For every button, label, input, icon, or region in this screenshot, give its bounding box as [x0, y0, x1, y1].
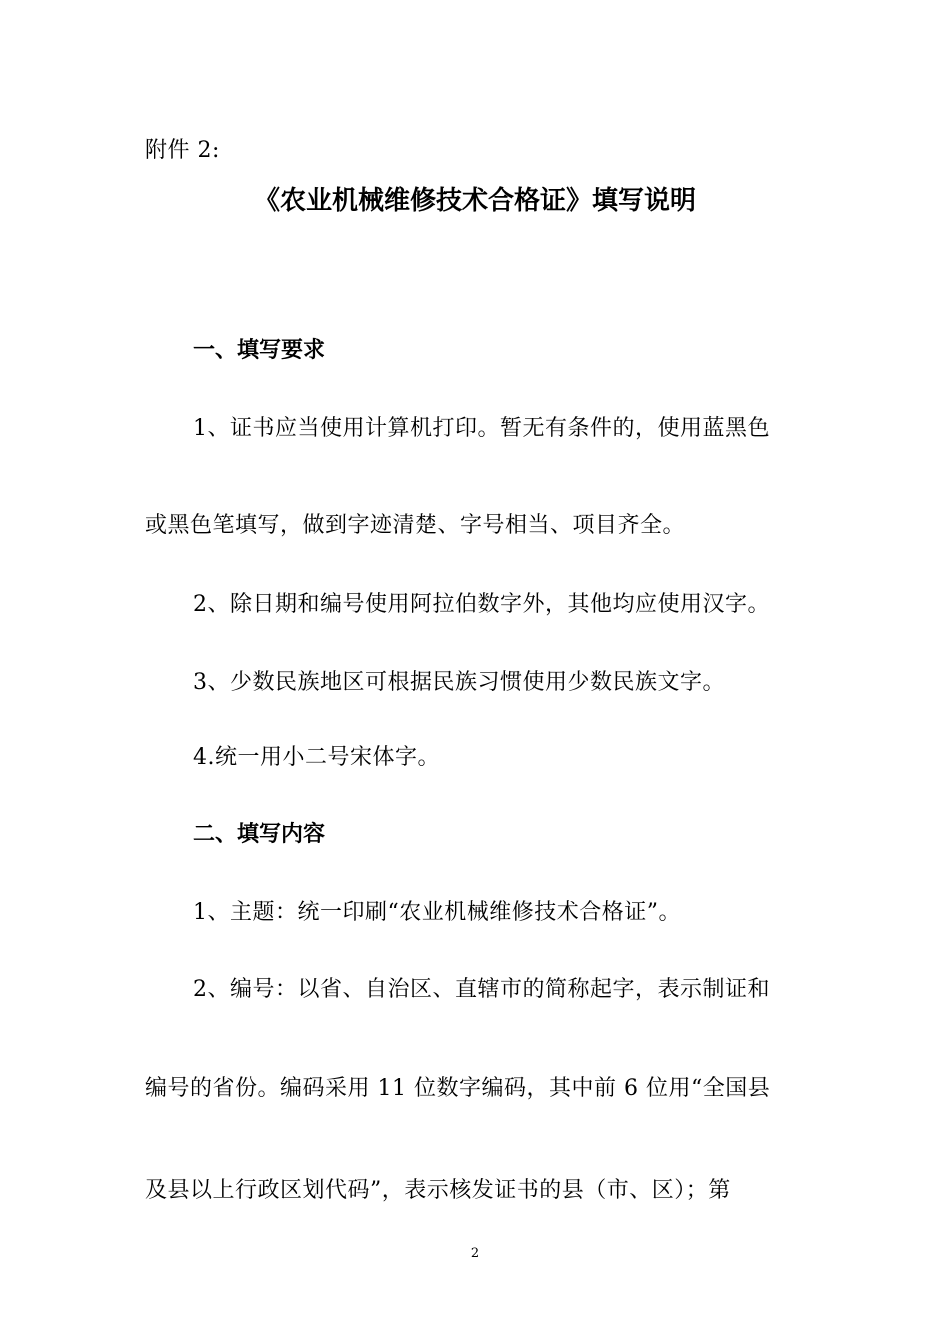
section-1-item-1-line-2: 或黑色笔填写，做到字迹清楚、字号相当、项目齐全。: [145, 513, 686, 538]
section-2-item-2-line-1: 2、编号：以省、自治区、直辖市的简称起字，表示制证和: [193, 977, 770, 1002]
section-1-item-3: 3、少数民族地区可根据民族习惯使用少数民族文字。: [193, 670, 725, 695]
section-2-heading: 二、填写内容: [193, 822, 326, 847]
section-2-item-2-line-3: 及县以上行政区划代码”，表示核发证书的县（市、区）；第: [145, 1178, 731, 1203]
document-title: 《农业机械维修技术合格证》填写说明: [253, 186, 696, 216]
section-2-item-1: 1、主题：统一印刷“农业机械维修技术合格证”。: [193, 900, 681, 925]
page-number: 2: [470, 1246, 480, 1261]
section-1-item-1-line-1: 1、证书应当使用计算机打印。暂无有条件的，使用蓝黑色: [193, 416, 770, 441]
section-1-item-2: 2、除日期和编号使用阿拉伯数字外，其他均应使用汉字。: [193, 592, 770, 617]
section-1-heading: 一、填写要求: [193, 338, 326, 363]
section-2-item-2-line-2: 编号的省份。编码采用 11 位数字编码，其中前 6 位用“全国县: [145, 1076, 771, 1101]
section-1-item-4: 4.统一用小二号宋体字。: [193, 745, 440, 770]
attachment-label: 附件 2:: [145, 138, 220, 163]
